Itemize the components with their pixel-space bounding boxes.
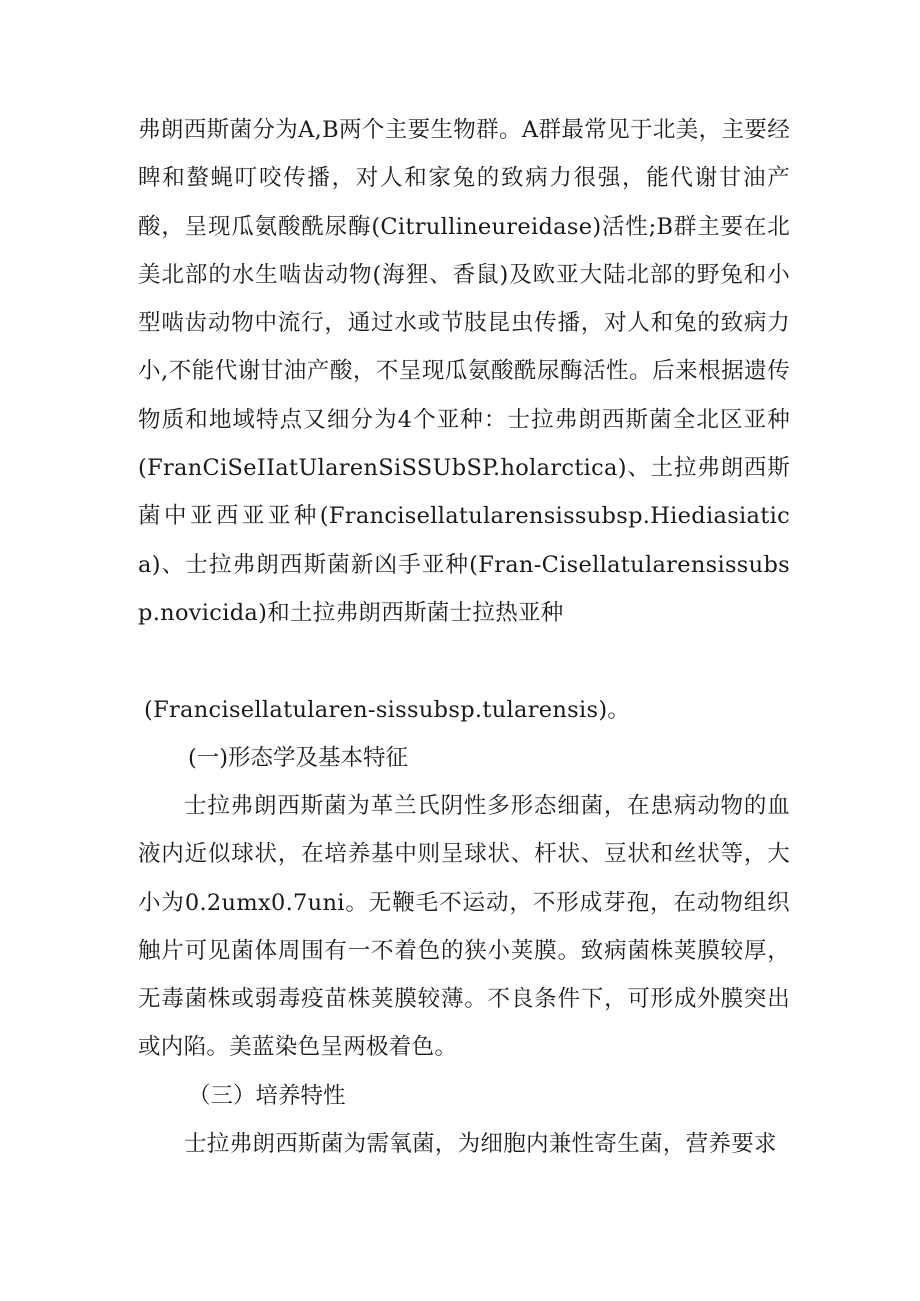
section-heading: （三）培养特性 bbox=[188, 1083, 346, 1109]
section-heading: (一)形态学及基本特征 bbox=[188, 745, 409, 771]
body-paragraph: 士拉弗朗西斯菌为需氧菌，为细胞内兼性寄生菌，营养要求 bbox=[184, 1131, 777, 1157]
body-paragraph: (Francisellatularen-sissubsp.tularensis)。 bbox=[144, 697, 631, 723]
body-paragraph: 士拉弗朗西斯菌为革兰氏阴性多形态细菌，在患病动物的血液内近似球状，在培养基中则呈球状、杆状、豆状和丝状等，大小为0.2umx0.7uni。无鞭毛不运动，不形成芽孢，在动物组织触片可见菌体周围有一不着色的狭小荚膜。致病菌株荚膜较厚，无毒菌株或弱毒疫苗株荚膜较薄。不良条件下，可形成外膜突出或内陷。美蓝染色呈两极着色。 bbox=[138, 793, 790, 1061]
body-paragraph: 弗朗西斯菌分为A,B两个主要生物群。A群最常见于北美，主要经睥和螯蝇叮咬传播，对人和家兔的致病力很强，能代谢甘油产酸，呈现瓜氨酸酰尿酶(Citrullineureidase)活性;B群主要在北美北部的水生啮齿动物(海狸、香鼠)及欧亚大陆北部的野兔和小型啮齿动物中流行，通过水或节肢昆虫传播，对人和兔的致病力小,不能代谢甘油产酸，不呈现瓜氨酸酰尿酶活性。后来根据遗传物质和地域特点又细分为4个亚种：士拉弗朗西斯菌全北区亚种(FranCiSeIIatUlarenSiSSUbSP.holarctica)、土拉弗朗西斯菌中亚西亚亚种(Francisellatularensissubsp.Hiediasiatica)、士拉弗朗西斯菌新凶手亚种(Fran-Cisellatularensissubsp.novicida)和土拉弗朗西斯菌士拉热亚种 bbox=[138, 117, 790, 626]
